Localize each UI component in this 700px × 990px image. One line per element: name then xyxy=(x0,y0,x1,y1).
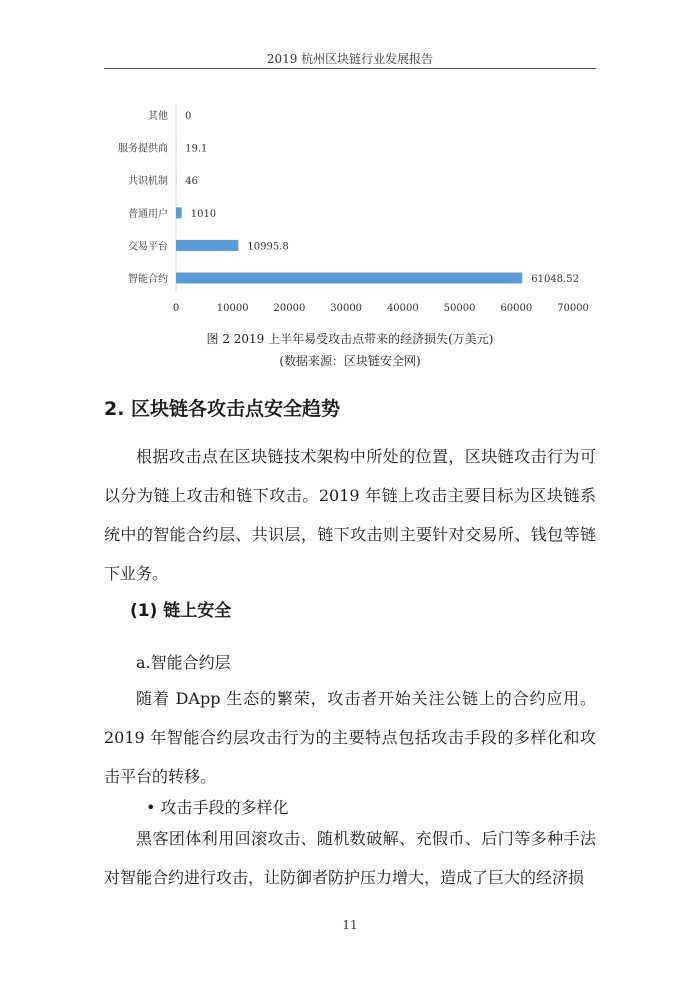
header-rule xyxy=(104,68,596,69)
paragraph-dapp: 随着 DApp 生态的繁荣，攻击者开始关注公链上的合约应用。2019 年智能合约层攻击行为的主要特点包括攻击手段的多样化和攻击平台的转移。 xyxy=(104,689,596,786)
category-label: 其他 xyxy=(148,111,168,122)
bullet-attack-diversification: • 攻击手段的多样化 xyxy=(146,798,289,817)
category-label: 普通用户 xyxy=(128,208,168,220)
running-header: 2019 杭州区块链行业发展报告 xyxy=(266,52,434,66)
paragraph-hacker-methods: 黑客团体利用回滚攻击、随机数破解、充假币、后门等多种手法对智能合约进行攻击，让防御者防护压力增大，造成了巨大的经济损 xyxy=(104,829,596,887)
category-label: 共识机制 xyxy=(128,176,168,188)
x-tick-label: 10000 xyxy=(216,303,249,314)
item-smart-contract-layer: a.智能合约层 xyxy=(136,653,231,672)
data-label: 61048.52 xyxy=(531,274,579,285)
data-label: 10995.8 xyxy=(247,241,289,253)
data-label: 1010 xyxy=(190,208,217,220)
subsection-title: (1) 链上安全 xyxy=(130,601,232,621)
page-number: 11 xyxy=(342,918,358,932)
figure-source: (数据来源：区块链安全网) xyxy=(279,354,421,368)
category-label: 服务提供商 xyxy=(118,143,168,155)
data-label: 0 xyxy=(185,111,192,122)
x-tick-label: 0 xyxy=(172,303,180,314)
x-tick-label: 70000 xyxy=(557,303,589,314)
bar xyxy=(176,240,238,251)
bar xyxy=(176,207,182,218)
figure-caption: 图 2 2019 上半年易受攻击点带来的经济损失(万美元) xyxy=(206,332,494,346)
paragraph-attack-classification: 根据攻击点在区块链技术架构中所处的位置，区块链攻击行为可以分为链上攻击和链下攻击。2019 年链上攻击主要目标为区块链系统中的智能合约层、共识层，链下攻击则主要针对交易所、钱包等链下业务。 xyxy=(104,447,596,583)
data-label: 19.1 xyxy=(185,143,208,155)
x-tick-label: 20000 xyxy=(273,303,306,314)
x-tick-label: 40000 xyxy=(386,303,419,314)
x-tick-label: 50000 xyxy=(443,303,476,314)
x-tick-label: 60000 xyxy=(500,303,533,314)
data-label: 46 xyxy=(185,176,198,188)
x-tick-label: 30000 xyxy=(330,303,363,314)
bar-chart xyxy=(0,95,700,320)
bar xyxy=(176,273,522,284)
category-label: 交易平台 xyxy=(128,241,168,253)
section-title: 2. 区块链各攻击点安全趋势 xyxy=(104,398,341,420)
category-label: 智能合约 xyxy=(128,274,168,285)
